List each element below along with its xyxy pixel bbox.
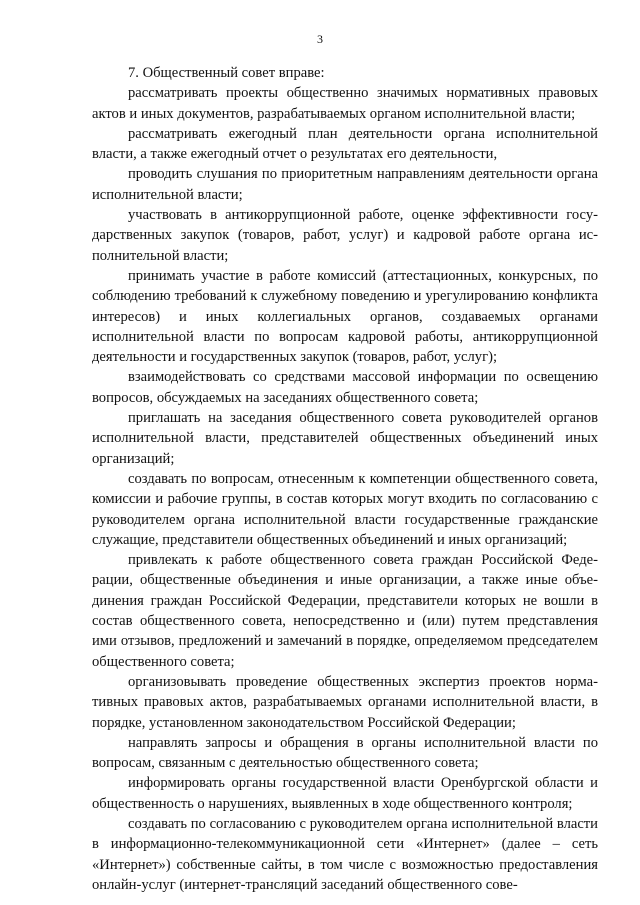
paragraph: информировать органы государственной власти Оренбургской области и общественность о нарушениях, выявленных в ходе общественного контроля; [92, 775, 598, 812]
paragraph: создавать по согласованию с руководителем органа исполнительной власти в информационно-телекоммуникационной сети «Интернет» (далее – сеть «Интернет») собственные сайты, в том числе с возможностью предоставления онлайн-услуг (интернет-трансляций заседаний общественного сове- [92, 815, 598, 893]
paragraph: направлять запросы и обращения в органы исполнительной власти по вопросам, связанным с деятельностью общественного совета; [92, 734, 598, 772]
paragraph: приглашать на заседания общественного совета руководителей органов исполнительной власти, представителей общественных объединений иных организаций; [92, 410, 598, 467]
paragraph: организовывать проведение общественных экспертиз проектов нормативных правовых актов, разрабатываемых органами исполнительной власти, в порядке, установленном законодательством Российской Федерации; [92, 673, 598, 731]
paragraph: рассматривать ежегодный план деятельности органа исполнительной власти, а также ежегодный отчет о результатах его деятельности, [92, 125, 598, 163]
paragraph: рассматривать проекты общественно значимых нормативных правовых актов и иных документов, разрабатываемых органом исполнительной власти; [92, 85, 598, 122]
paragraph: взаимодействовать со средствами массовой информации по освещению вопросов, обсуждаемых на заседаниях общественного совета; [92, 369, 598, 406]
paragraph-heading: 7. Общественный совет вправе: [128, 65, 325, 81]
page-number: 3 [317, 32, 323, 46]
paragraph: участвовать в антикоррупционной работе, оценке эффективности государственных закупок (товаров, работ, услуг) и кадровой работе органа исполнительной власти; [92, 207, 598, 264]
paragraph: проводить слушания по приоритетным направлениям деятельности органа исполнительной власти; [92, 166, 598, 203]
document-body [92, 63, 598, 895]
paragraph: принимать участие в работе комиссий (аттестационных, конкурсных, по соблюдению требований к служебному поведению и урегулированию конфликта интересов) и иных коллегиальных органов, создаваемых органами исполнительной власти по вопросам кадровой работы, антикоррупционной деятельности и государственных закупок (товаров, работ, услуг); [92, 267, 598, 366]
paragraph: привлекать к работе общественного совета граждан Российской Федерации, общественные объединения и иные организации, а также иные объединения граждан Российской Федерации, представители которых не вошли в состав общественного совета, непосредственно и (или) путем представления ими отзывов, предложений и замечаний в порядке, определяемом председателем общественного совета; [92, 552, 598, 670]
paragraph: создавать по вопросам, отнесенным к компетенции общественного совета, комиссии и рабочие группы, в состав которых могут входить по согласованию с руководителем органа исполнительной власти государственные гражданские служащие, представители общественных объединений и иных организаций; [92, 470, 598, 548]
